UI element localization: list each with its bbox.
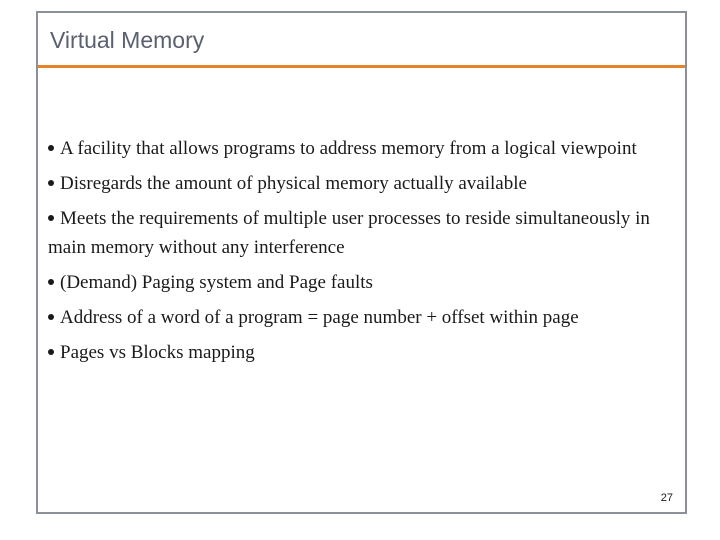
slide-title: Virtual Memory xyxy=(50,27,205,53)
bullet-dot-icon xyxy=(48,279,54,285)
bullet-item xyxy=(48,134,673,163)
bullet-dot-icon xyxy=(48,215,54,221)
bullet-dot-icon xyxy=(48,349,54,355)
bullet-text: A facility that allows programs to address memory from a logical viewpoint xyxy=(60,138,637,159)
bullet-list xyxy=(48,134,673,373)
bullet-item xyxy=(48,268,673,297)
bullet-item xyxy=(48,338,673,367)
bullet-text: (Demand) Paging system and Page faults xyxy=(60,272,373,293)
bullet-item xyxy=(48,303,673,332)
bullet-dot-icon xyxy=(48,145,54,151)
page-number: 27 xyxy=(660,492,673,504)
bullet-text: Disregards the amount of physical memory actually available xyxy=(60,173,527,194)
bullet-text: Meets the requirements of multiple user processes to reside simultaneously in main memory without any interference xyxy=(48,208,650,258)
slide xyxy=(36,11,687,514)
bullet-text: Pages vs Blocks mapping xyxy=(60,342,255,363)
title-bar xyxy=(38,13,685,68)
bullet-item xyxy=(48,204,673,262)
bullet-dot-icon xyxy=(48,180,54,186)
bullet-item xyxy=(48,169,673,198)
bullet-dot-icon xyxy=(48,314,54,320)
bullet-text: Address of a word of a program = page number + offset within page xyxy=(60,307,579,328)
